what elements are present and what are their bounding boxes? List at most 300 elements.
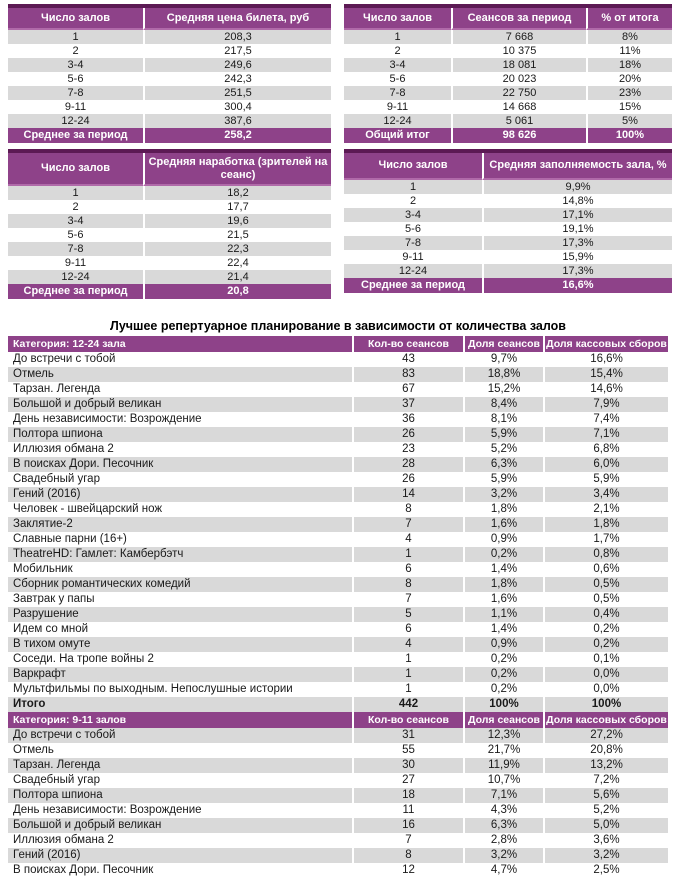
film-title-cell: В тихом омуте [8, 637, 352, 652]
film-row [8, 577, 668, 592]
halls-count-cell: 5-6 [405, 223, 421, 235]
sessions-count-cell: 7 [352, 517, 463, 532]
table-row [344, 208, 672, 222]
value-cell: 18,2 [143, 186, 331, 200]
footer-label-cell: Среднее за период [8, 128, 143, 143]
table-row [344, 264, 672, 278]
value-cell: 22,3 [143, 242, 331, 256]
sessions-count-cell: 36 [352, 412, 463, 427]
sessions-share-cell: 5,9% [463, 472, 543, 487]
film-row [8, 412, 668, 427]
boxoffice-share-cell: 2,5% [543, 863, 668, 878]
table-row [8, 58, 331, 72]
film-row [8, 367, 668, 382]
value-cell: 300,4 [143, 100, 331, 114]
sessions-share-cell: 8,4% [463, 397, 543, 412]
table-row [8, 114, 331, 128]
table-row [344, 222, 672, 236]
film-row [8, 472, 668, 487]
footer-row [8, 284, 331, 299]
value-cell: 18% [586, 58, 672, 72]
sessions-count-cell: 67 [352, 382, 463, 397]
column-header-3: Доля кассовых сборов [543, 712, 668, 728]
avg-attendance-table [8, 149, 331, 299]
table-row [344, 58, 672, 72]
film-title-cell: Варкрафт [8, 667, 352, 682]
column-header-2: Доля сеансов [463, 712, 543, 728]
table-row [344, 72, 672, 86]
footer-row [344, 128, 672, 143]
summary-tables-row-2 [8, 149, 676, 299]
table-row [344, 194, 672, 208]
total-row [8, 697, 668, 712]
sessions-share-cell: 0,2% [463, 547, 543, 562]
sessions-share-cell: 1,6% [463, 592, 543, 607]
sessions-count-cell: 43 [352, 352, 463, 367]
sessions-per-period-table [344, 4, 672, 143]
film-title-cell: Свадебный угар [13, 774, 100, 787]
film-title-cell: Иллюзия обмана 2 [13, 834, 114, 847]
footer-value-cell: 16,6% [482, 278, 672, 293]
sessions-count-cell: 28 [352, 457, 463, 472]
film-row [8, 818, 668, 833]
film-row [8, 803, 668, 818]
film-title-cell: Мультфильмы по выходным. Непослушные истории [13, 683, 293, 696]
value-cell: 11% [586, 44, 672, 58]
value-cell: 17,3% [482, 264, 672, 278]
sessions-share-cell: 6,3% [463, 818, 543, 833]
film-title-cell: Отмель [13, 744, 54, 757]
film-row [8, 682, 668, 697]
film-title-cell: Соседи. На тропе войны 2 [13, 653, 154, 666]
sessions-count-cell: 26 [352, 472, 463, 487]
sessions-count-cell: 5 [352, 607, 463, 622]
film-row [8, 562, 668, 577]
film-title-cell: Большой и добрый великан [8, 818, 352, 833]
film-row [8, 652, 668, 667]
boxoffice-share-cell: 15,4% [543, 367, 668, 382]
value-cell: 15% [586, 100, 672, 114]
boxoffice-share-cell: 1,8% [543, 517, 668, 532]
table-body [344, 30, 672, 128]
sessions-count-cell: 16 [352, 818, 463, 833]
sessions-share-cell: 1,8% [463, 502, 543, 517]
table-row [8, 30, 331, 44]
column-header-2: Доля сеансов [463, 336, 543, 352]
film-row [8, 487, 668, 502]
film-title-cell: День независимости: Возрождение [13, 413, 202, 426]
film-row [8, 457, 668, 472]
value-cell: 208,3 [143, 30, 331, 44]
film-title-cell: Полтора шпиона [8, 427, 352, 442]
sessions-share-cell: 4,7% [463, 863, 543, 878]
column-header-1: Средняя заполняемость зала, % [482, 153, 672, 180]
film-row [8, 788, 668, 803]
sessions-share-cell: 1,4% [463, 562, 543, 577]
table-row [8, 86, 331, 100]
footer-value-cell: 258,2 [143, 128, 331, 143]
column-header-0: Число залов [8, 8, 143, 30]
boxoffice-share-cell: 7,4% [543, 412, 668, 427]
total-sessions-count-cell: 442 [352, 697, 463, 712]
boxoffice-share-cell: 7,2% [543, 773, 668, 788]
header-row [344, 153, 672, 180]
boxoffice-share-cell: 20,8% [543, 743, 668, 758]
boxoffice-share-cell: 6,0% [543, 457, 668, 472]
film-row [8, 637, 668, 652]
film-row [8, 728, 668, 743]
sessions-share-cell: 0,9% [463, 532, 543, 547]
footer-label-cell: Среднее за период [8, 284, 143, 299]
sessions-share-cell: 0,2% [463, 652, 543, 667]
sessions-count-cell: 83 [352, 367, 463, 382]
boxoffice-share-cell: 0,8% [543, 547, 668, 562]
sessions-share-cell: 0,2% [463, 667, 543, 682]
table-body [8, 30, 331, 128]
sessions-share-cell: 9,7% [463, 352, 543, 367]
table-head [344, 153, 672, 180]
sessions-share-cell: 7,1% [463, 788, 543, 803]
boxoffice-share-cell: 7,9% [543, 397, 668, 412]
film-title-cell: Тарзан. Легенда [8, 758, 352, 773]
boxoffice-share-cell: 0,5% [543, 592, 668, 607]
halls-count-cell: 3-4 [8, 58, 143, 72]
halls-count-cell: 1 [8, 186, 143, 200]
value-cell: 19,1% [482, 222, 672, 236]
film-row [8, 863, 668, 878]
header-row [344, 8, 672, 30]
film-title-cell: Большой и добрый великан [8, 397, 352, 412]
table-foot [344, 278, 672, 293]
boxoffice-share-cell: 27,2% [543, 728, 668, 743]
boxoffice-share-cell: 6,8% [543, 442, 668, 457]
film-title-cell: Человек - швейцарский нож [13, 503, 163, 516]
boxoffice-share-cell: 14,6% [543, 382, 668, 397]
table-row [8, 44, 331, 58]
sessions-share-cell: 5,9% [463, 427, 543, 442]
table-row [344, 86, 672, 100]
sessions-count-cell: 26 [352, 427, 463, 442]
avg-occupancy-table [344, 149, 672, 293]
film-title-cell: В поисках Дори. Песочник [13, 864, 154, 877]
film-row [8, 442, 668, 457]
total-boxoffice-share-cell: 100% [543, 697, 668, 712]
category-header-row [8, 336, 668, 352]
column-header-0: Число залов [344, 153, 482, 180]
boxoffice-share-cell: 0,0% [543, 667, 668, 682]
value-cell: 17,7 [143, 200, 331, 214]
category-label: Категория: 12-24 зала [13, 338, 126, 351]
value-cell: 20 023 [451, 72, 586, 86]
film-title-cell: TheatreHD: Гамлет: Камбербэтч [8, 547, 352, 562]
boxoffice-share-cell: 2,1% [543, 502, 668, 517]
film-title-cell: Отмель [8, 367, 352, 382]
value-cell: 17,1% [482, 208, 672, 222]
halls-count-cell: 5-6 [67, 229, 84, 242]
value-cell: 19,6 [143, 214, 331, 228]
sessions-count-cell: 1 [352, 652, 463, 667]
halls-count-cell: 1 [8, 30, 143, 44]
sessions-count-cell: 8 [352, 577, 463, 592]
table-row [344, 44, 672, 58]
halls-count-cell: 5-6 [389, 73, 406, 85]
boxoffice-share-cell: 0,5% [543, 577, 668, 592]
halls-count-cell: 2 [72, 201, 79, 214]
value-cell: 5 061 [451, 114, 586, 128]
footer-value-cell: 100% [586, 128, 672, 143]
column-header-0: Число залов [344, 8, 451, 30]
table-head [8, 8, 331, 30]
header-row [8, 153, 331, 186]
column-header-3: Доля кассовых сборов [543, 336, 668, 352]
table-row [8, 186, 331, 200]
value-cell: 8% [586, 30, 672, 44]
boxoffice-share-cell: 0,4% [543, 607, 668, 622]
sessions-share-cell: 1,8% [463, 577, 543, 592]
film-title-cell: Заклятие-2 [8, 517, 352, 532]
film-title-cell: Свадебный угар [13, 473, 100, 486]
sessions-count-cell: 1 [352, 667, 463, 682]
film-row [8, 667, 668, 682]
film-title-cell: Сборник романтических комедий [8, 577, 352, 592]
halls-count-cell: 1 [344, 30, 451, 44]
boxoffice-share-cell: 1,7% [543, 532, 668, 547]
table-row [344, 180, 672, 194]
avg-ticket-price-table [8, 4, 331, 143]
footer-row [8, 128, 331, 143]
column-header-1: Средняя наработка (зрителей на сеанс) [143, 153, 331, 186]
value-cell: 14,8% [482, 194, 672, 208]
halls-count-cell: 9-11 [402, 251, 424, 263]
sessions-count-cell: 55 [352, 743, 463, 758]
sessions-share-cell: 18,8% [463, 367, 543, 382]
footer-row [344, 278, 672, 293]
halls-count-cell: 3-4 [8, 214, 143, 228]
film-title-cell: В поисках Дори. Песочник [8, 457, 352, 472]
boxoffice-share-cell: 0,6% [543, 562, 668, 577]
film-title-cell: Гений (2016) [8, 848, 352, 863]
value-cell: 10 375 [451, 44, 586, 58]
halls-count-cell: 2 [394, 45, 401, 57]
film-row [8, 592, 668, 607]
table-row [344, 236, 672, 250]
value-cell: 15,9% [482, 250, 672, 264]
sessions-share-cell: 0,9% [463, 637, 543, 652]
boxoffice-share-cell: 0,2% [543, 637, 668, 652]
film-row [8, 773, 668, 788]
boxoffice-share-cell: 5,2% [543, 803, 668, 818]
boxoffice-share-cell: 0,0% [543, 682, 668, 697]
halls-count-cell: 9-11 [64, 101, 87, 113]
boxoffice-share-cell: 5,6% [543, 788, 668, 803]
table-foot [344, 128, 672, 143]
film-row [8, 517, 668, 532]
repertoire-planning-table [8, 336, 668, 878]
halls-count-cell: 7-8 [344, 236, 482, 250]
category-label: Категория: 9-11 залов [13, 714, 127, 727]
film-row [8, 397, 668, 412]
film-title-cell: До встречи с тобой [13, 353, 116, 366]
table-row [8, 72, 331, 86]
value-cell: 242,3 [143, 72, 331, 86]
sessions-share-cell: 12,3% [463, 728, 543, 743]
table-row [344, 100, 672, 114]
column-header-1: Кол-во сеансов [352, 712, 463, 728]
halls-count-cell: 1 [344, 180, 482, 194]
sessions-count-cell: 1 [352, 547, 463, 562]
halls-count-cell: 9-11 [386, 101, 409, 113]
sessions-share-cell: 1,1% [463, 607, 543, 622]
sessions-share-cell: 3,2% [463, 487, 543, 502]
sessions-share-cell: 5,2% [463, 442, 543, 457]
film-title-cell: Гений (2016) [8, 487, 352, 502]
table-row [8, 100, 331, 114]
value-cell: 20% [586, 72, 672, 86]
table-foot [8, 284, 331, 299]
boxoffice-share-cell: 16,6% [543, 352, 668, 367]
footer-label-cell: Среднее за период [344, 278, 482, 293]
table-foot [8, 128, 331, 143]
film-row [8, 352, 668, 367]
halls-count-cell: 9-11 [64, 257, 87, 270]
value-cell: 22 750 [451, 86, 586, 100]
film-title-cell: Завтрак у папы [13, 593, 95, 606]
film-title-cell: Полтора шпиона [8, 788, 352, 803]
film-title-cell: Мобильник [13, 563, 73, 576]
halls-count-cell: 3-4 [344, 58, 451, 72]
film-title-cell: День независимости: Возрождение [13, 804, 202, 817]
column-header-0: Число залов [8, 153, 143, 186]
table-head [8, 153, 331, 186]
film-title-cell: До встречи с тобой [8, 728, 352, 743]
sessions-count-cell: 8 [352, 848, 463, 863]
halls-count-cell: 7-8 [8, 86, 143, 100]
header-row [8, 8, 331, 30]
footer-value-cell: 20,8 [143, 284, 331, 299]
boxoffice-share-cell: 13,2% [543, 758, 668, 773]
sessions-count-cell: 8 [352, 502, 463, 517]
halls-count-cell: 7-8 [8, 242, 143, 256]
boxoffice-share-cell: 3,2% [543, 848, 668, 863]
table-row [344, 30, 672, 44]
halls-count-cell: 12-24 [8, 114, 143, 128]
sessions-count-cell: 14 [352, 487, 463, 502]
value-cell: 9,9% [482, 180, 672, 194]
film-row [8, 848, 668, 863]
halls-count-cell: 5-6 [67, 73, 84, 85]
boxoffice-share-cell: 3,4% [543, 487, 668, 502]
sessions-count-cell: 4 [352, 532, 463, 547]
sessions-share-cell: 10,7% [463, 773, 543, 788]
column-header-2: % от итога [586, 8, 672, 30]
film-title-cell: Разрушение [8, 607, 352, 622]
film-row [8, 427, 668, 442]
value-cell: 7 668 [451, 30, 586, 44]
halls-count-cell: 12-24 [8, 270, 143, 284]
film-row [8, 607, 668, 622]
table-row [8, 270, 331, 284]
sessions-count-cell: 11 [352, 803, 463, 818]
table-row [344, 114, 672, 128]
total-sessions-share-cell: 100% [463, 697, 543, 712]
film-row [8, 622, 668, 637]
film-row [8, 758, 668, 773]
table-row [8, 242, 331, 256]
halls-count-cell: 2 [409, 195, 417, 207]
halls-count-cell: 3-4 [344, 208, 482, 222]
value-cell: 217,5 [143, 44, 331, 58]
sessions-count-cell: 7 [352, 592, 463, 607]
value-cell: 251,5 [143, 86, 331, 100]
sessions-share-cell: 6,3% [463, 457, 543, 472]
sessions-count-cell: 6 [352, 622, 463, 637]
sessions-count-cell: 23 [352, 442, 463, 457]
value-cell: 18 081 [451, 58, 586, 72]
table-row [8, 256, 331, 270]
repertoire-table-title: Лучшее репертуарное планирование в зависимости от количества залов [110, 319, 566, 334]
halls-count-cell: 7-8 [344, 86, 451, 100]
sessions-share-cell: 11,9% [463, 758, 543, 773]
sessions-count-cell: 7 [352, 833, 463, 848]
film-title-cell: Славные парни (16+) [13, 533, 127, 546]
sessions-share-cell: 15,2% [463, 382, 543, 397]
sessions-count-cell: 6 [352, 562, 463, 577]
sessions-count-cell: 18 [352, 788, 463, 803]
footer-value-cell: 98 626 [451, 128, 586, 143]
summary-tables-row-1 [8, 4, 676, 143]
sessions-count-cell: 31 [352, 728, 463, 743]
film-row [8, 382, 668, 397]
value-cell: 249,6 [143, 58, 331, 72]
value-cell: 23% [586, 86, 672, 100]
film-row [8, 743, 668, 758]
sessions-share-cell: 0,2% [463, 682, 543, 697]
boxoffice-share-cell: 7,1% [543, 427, 668, 442]
table-body [8, 186, 331, 284]
boxoffice-share-cell: 0,2% [543, 622, 668, 637]
table-row [8, 214, 331, 228]
value-cell: 21,5 [143, 228, 331, 242]
sessions-share-cell: 1,4% [463, 622, 543, 637]
film-title-cell: Иллюзия обмана 2 [13, 443, 114, 456]
table-row [8, 228, 331, 242]
boxoffice-share-cell: 5,9% [543, 472, 668, 487]
halls-count-cell: 12-24 [344, 264, 482, 278]
table-row [8, 200, 331, 214]
value-cell: 21,4 [143, 270, 331, 284]
boxoffice-share-cell: 0,1% [543, 652, 668, 667]
table-body [344, 180, 672, 278]
sessions-count-cell: 27 [352, 773, 463, 788]
value-cell: 22,4 [143, 256, 331, 270]
column-header-1: Средняя цена билета, руб [143, 8, 331, 30]
category-header-row [8, 712, 668, 728]
sessions-count-cell: 37 [352, 397, 463, 412]
total-film-title-cell: Итого [8, 697, 352, 712]
halls-count-cell: 2 [72, 45, 79, 57]
film-title-cell: Идем со мной [13, 623, 89, 636]
film-row [8, 547, 668, 562]
film-row [8, 532, 668, 547]
value-cell: 387,6 [143, 114, 331, 128]
boxoffice-share-cell: 5,0% [543, 818, 668, 833]
sessions-count-cell: 1 [352, 682, 463, 697]
sessions-count-cell: 12 [352, 863, 463, 878]
value-cell: 14 668 [451, 100, 586, 114]
sessions-share-cell: 1,6% [463, 517, 543, 532]
film-title-cell: Тарзан. Легенда [13, 383, 101, 396]
sessions-share-cell: 4,3% [463, 803, 543, 818]
